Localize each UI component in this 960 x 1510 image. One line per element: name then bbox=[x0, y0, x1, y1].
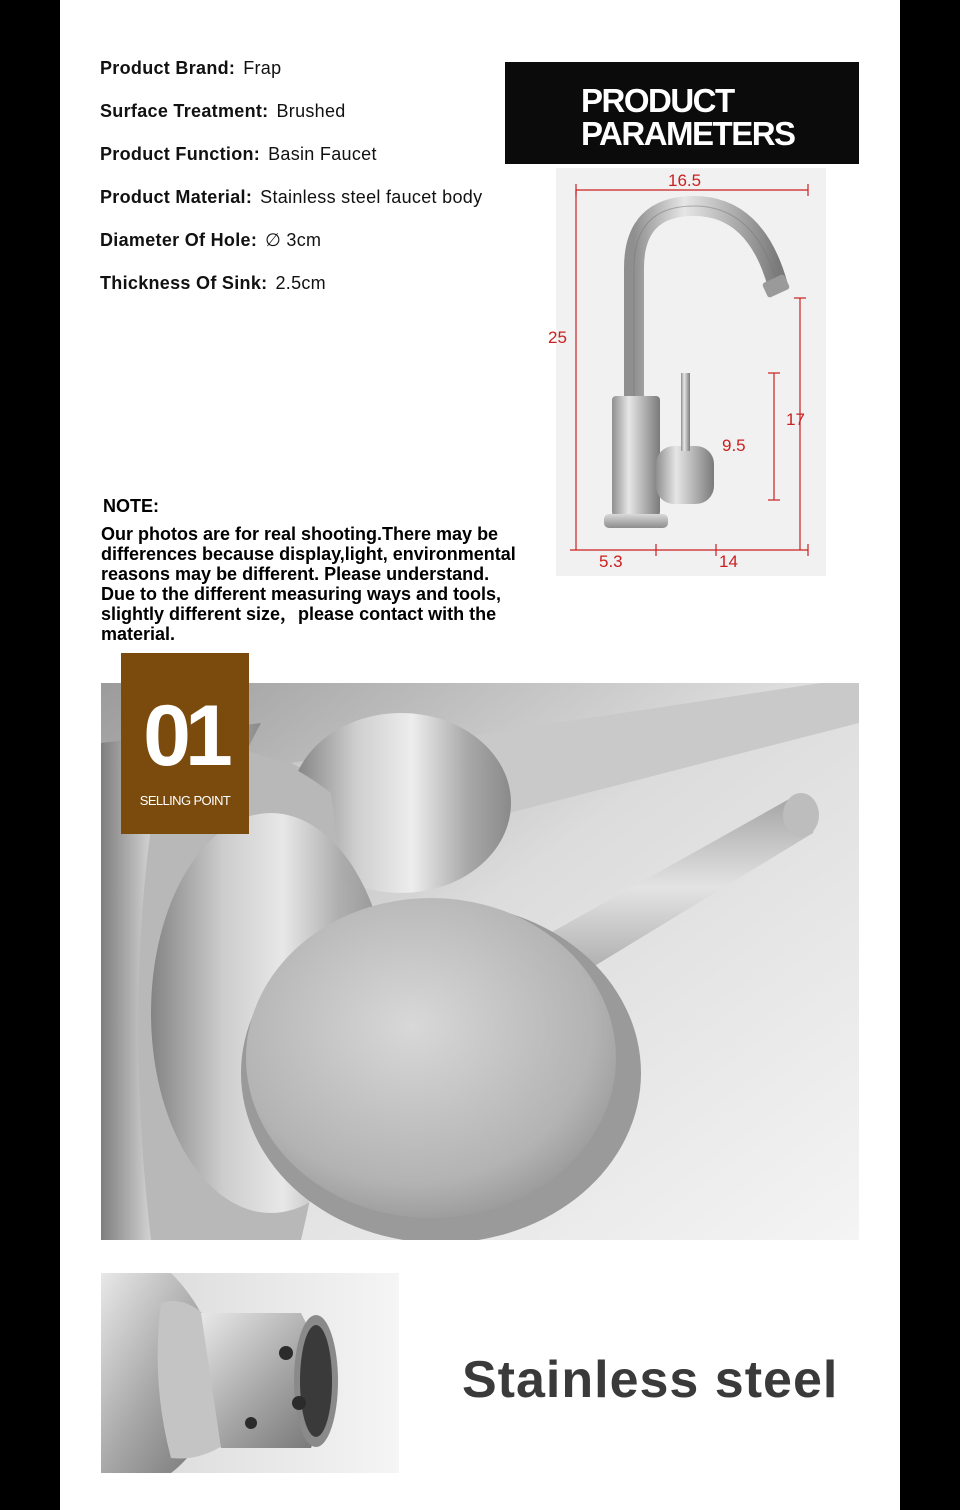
spec-value: 2.5cm bbox=[275, 273, 326, 293]
spec-label: Product Material bbox=[100, 187, 246, 207]
selling-point-badge bbox=[121, 653, 249, 834]
stainless-steel-caption: Stainless steel bbox=[462, 1351, 839, 1409]
aerator-graphic bbox=[101, 1273, 399, 1473]
spec-label: Diameter Of Hole bbox=[100, 230, 251, 250]
note-line: material. bbox=[101, 624, 176, 644]
note-line: Our photos are for real shooting.There may be bbox=[101, 524, 499, 544]
dim-reach: 14 bbox=[719, 552, 738, 571]
spec-row-brand: Product Brand: Frap bbox=[100, 58, 282, 78]
faucet-dimension-diagram bbox=[548, 168, 826, 576]
note-line: slightly different size，please contact with the bbox=[101, 604, 497, 624]
note-line: reasons may be different. Please understand. bbox=[101, 564, 490, 584]
dim-height-total: 25 bbox=[548, 328, 567, 347]
spec-row-hole-diameter: Diameter Of Hole: ∅ 3cm bbox=[100, 230, 322, 250]
spec-row-material: Product Material: Stainless steel faucet body bbox=[100, 187, 483, 207]
spec-row-function: Product Function: Basin Faucet bbox=[100, 144, 377, 164]
note-line: Due to the different measuring ways and tools, bbox=[101, 584, 502, 604]
product-parameters-title: PRODUCT PARAMETERS bbox=[581, 82, 795, 152]
spec-label: Product Function bbox=[100, 144, 254, 164]
spec-label: Thickness Of Sink bbox=[100, 273, 262, 293]
spec-value: ∅ 3cm bbox=[265, 230, 322, 250]
note-title: NOTE: bbox=[103, 496, 159, 516]
product-detail-page bbox=[60, 0, 900, 1510]
aerator-photo bbox=[101, 1273, 399, 1473]
spec-label: Product Brand bbox=[100, 58, 229, 78]
spec-label: Surface Treatment bbox=[100, 101, 263, 121]
spec-value: Brushed bbox=[276, 101, 346, 121]
badge-label: SELLING POINT bbox=[139, 793, 231, 808]
dim-base-width: 5.3 bbox=[599, 552, 623, 571]
faucet-diagram-graphic bbox=[556, 168, 826, 576]
note-line: differences because display,light, environmental bbox=[101, 544, 516, 564]
note-body bbox=[101, 524, 581, 644]
dim-handle-height: 9.5 bbox=[722, 436, 746, 455]
dim-spout-height: 17 bbox=[786, 410, 805, 429]
product-parameters-banner bbox=[505, 62, 859, 164]
badge-number: 01 bbox=[143, 688, 227, 784]
dim-width-top: 16.5 bbox=[668, 171, 702, 190]
spec-value: Stainless steel faucet body bbox=[260, 187, 483, 207]
spec-value: Basin Faucet bbox=[268, 144, 377, 164]
spec-row-surface: Surface Treatment: Brushed bbox=[100, 101, 346, 121]
spec-value: Frap bbox=[243, 58, 282, 78]
spec-row-sink-thickness: Thickness Of Sink: 2.5cm bbox=[100, 273, 326, 293]
